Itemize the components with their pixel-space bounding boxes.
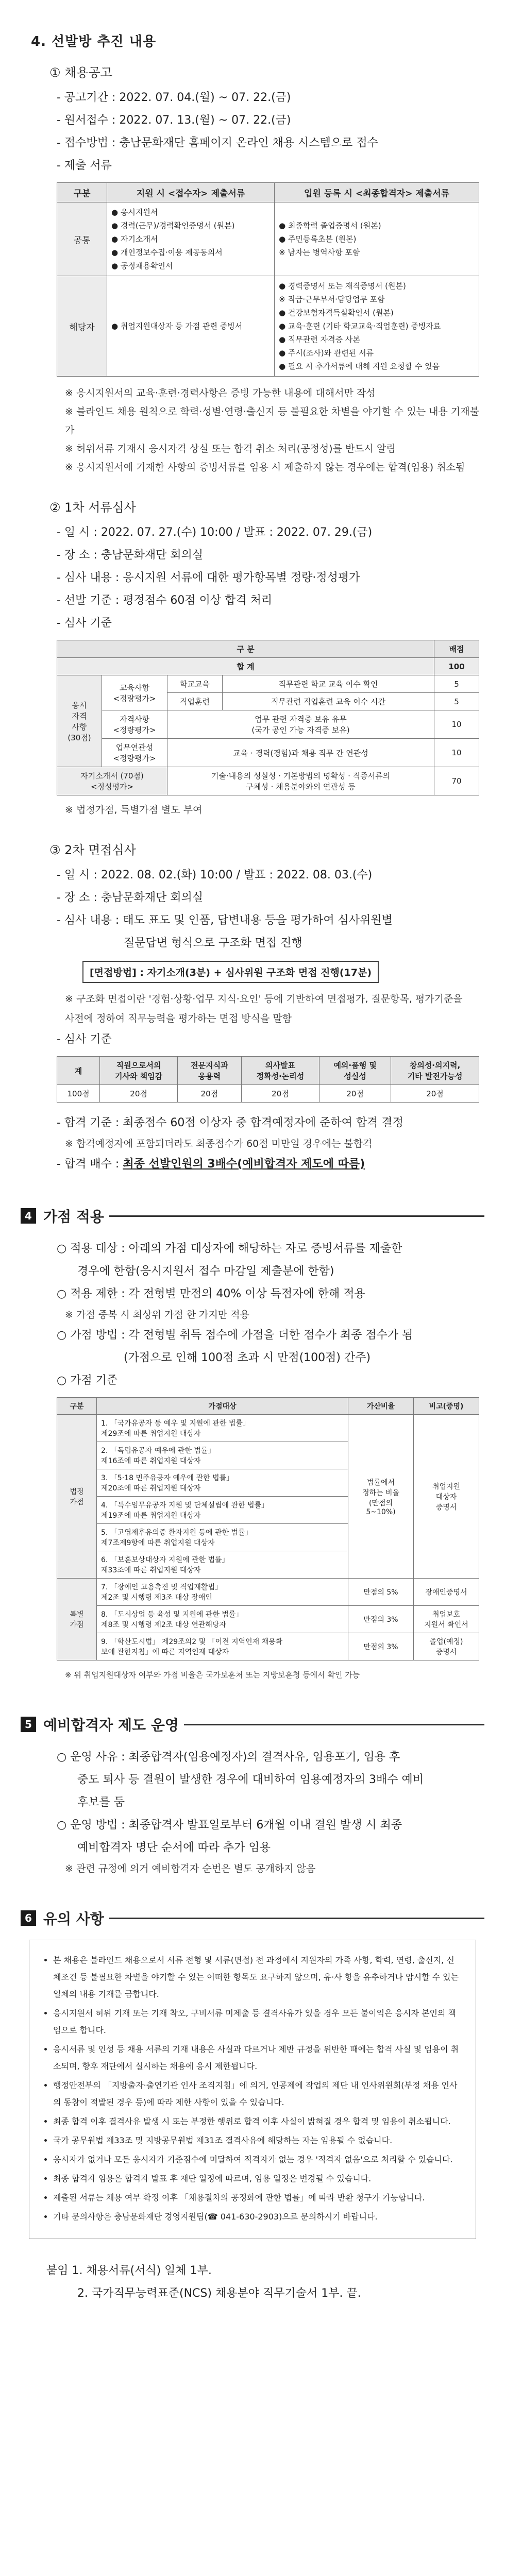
section-rule [109,1918,484,1919]
interview-method-2: 질문답변 형식으로 구조화 면접 진행 [124,937,302,950]
review-desc: 직무관련 학교 교육 이수 확인 [223,675,434,693]
announce-method: - 접수방법 : 충남문화재단 홈페이지 온라인 채용 시스템으로 접수 [57,137,378,149]
bonus-special-rate: 만점의 5% [348,1579,414,1606]
bonus-th: 가점대상 [97,1398,348,1415]
announce-period: - 공고기간 : 2022. 07. 04.(월) ~ 07. 22.(금) [57,91,291,104]
interview-date: - 일 시 : 2022. 08. 02.(화) 10:00 / 발표 : 2022. 08. 03.(수) [57,869,373,882]
review-pt: 70 [434,767,479,795]
review-table [57,640,479,795]
review-sub: 학교교육 [167,675,223,693]
review-pt: 5 [434,693,479,710]
interview-th: 직원으로서의 기사와 책임감 [100,1057,178,1085]
interview-place: - 장 소 : 충남문화재단 회의실 [57,891,204,904]
review-cat: 업무연관성 <정량평가> [102,739,167,767]
notice-box [29,1940,476,2239]
bonus-line: ○ 가점 기준 [57,1374,118,1387]
interview-td: 20점 [100,1085,178,1103]
announce-heading: ① 채용공고 [49,65,112,80]
review-total: 100 [434,658,479,675]
interview-th: 창의성·의지력, 기타 발전가능성 [391,1057,479,1085]
doc-review-criteria: - 심사 기준 [57,617,112,630]
notice-item: • 국가 공무원법 제33조 및 지방공무원법 제31조 결격사유에 해당하는 자는 임용될 수 없습니다. [53,2132,461,2149]
interview-th: 계 [57,1057,100,1085]
bonus-legal-rate: 법률에서 정하는 비율 (만점의 5~10%) [348,1415,414,1579]
interview-method: - 심사 내용 : 태도 표도 및 인품, 답변내용 등을 평가하여 심사위원별 [57,914,393,927]
notice-item: • 응시서류 및 인성 등 채용 서류의 기재 내용은 사실과 다르거나 제반 규정을 위반한 때에는 합격 사실 및 임용이 취소되며, 향후 재단에서 실시하는 채용에 응시 제한됩니다. [53,2041,461,2075]
bonus-line: (가점으로 인해 100점 초과 시 만점(100점) 간주) [124,1351,371,1364]
interview-th: 전문지식과 응용력 [178,1057,242,1085]
review-sub: 직업훈련 [167,693,223,710]
bonus-th: 비고(증명) [414,1398,479,1415]
bonus-line: ○ 적용 제한 : 각 전형별 만점의 40% 이상 득점자에 한해 적용 [57,1287,365,1300]
section-rule [109,1215,484,1217]
review-header: 구 분 [57,640,434,658]
review-pt: 10 [434,710,479,739]
doc-review-pass: - 선발 기준 : 평정점수 60점 이상 합격 처리 [57,594,273,607]
notice-item: • 제출된 서류는 채용 여부 확정 이후 「채용절차의 공정화에 관한 법률」에 따라 반환 청구가 가능합니다. [53,2189,461,2206]
bonus-th: 가산비율 [348,1398,414,1415]
reserve-line: 후보를 둠 [77,1796,125,1809]
section-number: 6 [21,1910,36,1926]
docs-table [57,182,479,377]
docs-note: ※ 허위서류 기재시 응시자격 상실 또는 합격 취소 처리(공정성)를 반드시 알림 [65,443,396,454]
bonus-line: ○ 가점 방법 : 각 전형별 취득 점수에 가점을 더한 점수가 최종 점수가 됨 [57,1329,413,1342]
reserve-line: 예비합격자 명단 순서에 따라 추가 임용 [77,1841,271,1854]
docs-note: ※ 응시지원서의 교육·훈련·경력사항은 증빙 가능한 내용에 대해서만 작성 [65,387,376,399]
reserve-line: ○ 운영 방법 : 최종합격자 발표일로부터 6개월 이내 결원 발생 시 최종 [57,1819,402,1832]
attachment-line: 2. 국가직무능력표준(NCS) 채용분야 직무기술서 1부. 끝. [77,2287,361,2300]
doc-review-place: - 장 소 : 충남문화재단 회의실 [57,549,204,562]
review-desc: 교육 · 경력(경험)과 채용 직무 간 연관성 [167,739,434,767]
section-title: 유의 사항 [43,1910,104,1927]
docs-note: ※ 블라인드 채용 원칙으로 학력·성별·연령·출신지 등 불필요한 차별을 야기할 수 있는 내용 기재불가 [65,406,479,436]
review-desc: 직무관련 직업훈련 교육 이수 시간 [223,693,434,710]
docs-cell: ● 최종학력 졸업증명서 (원본) ● 주민등록초본 (원본) ※ 남자는 병역사항 포함 [275,202,479,276]
doc-review-method: - 심사 내용 : 응시지원 서류에 대한 평가항목별 정량·정성평가 [57,571,360,584]
interview-td: 20점 [178,1085,242,1103]
review-group-label: 자기소개서 (70점) <정성평가> [57,767,167,795]
bonus-special-proof: 졸업(예정) 증명서 [414,1633,479,1660]
final-criteria: - 합격 기준 : 최종점수 60점 이상자 중 합격예정자에 준하여 합격 결정 [57,1116,403,1129]
announce-apply: - 원서접수 : 2022. 07. 13.(월) ~ 07. 22.(금) [57,114,291,127]
interview-boxed-method: [면접방법] : 자기소개(3분) + 심사위원 구조화 면접 진행(17분) [82,961,379,983]
review-cat: 자격사항 <정량평가> [102,710,167,739]
docs-cell: ● 경력증명서 또는 재직증명서 (원본) ※ 직급·근무부서·담당업무 포함 ● 건강보험자격득실확인서 (원본) ● 교육·훈련 (기타 학교교육·직업훈련) 증빙자료 ● 직무관련 자격증 사본 ● 주시(조사)와 관련된 서류 ● 필요 시 추가서류에 대해 지원 요청할 수 있음 [275,276,479,377]
final-multiple-bold: 최종 선발인원의 3배수(예비합격자 제도에 따름) [123,1158,365,1171]
section-rule [184,1724,484,1725]
doc-review-heading: ② 1차 서류심사 [49,500,136,515]
final-multiple: - 합격 배수 : [57,1158,120,1171]
docs-cell: ● 취업지원대상자 등 가점 관련 증빙서 [107,276,275,377]
bonus-legal-row: 2. 「독립유공자 예우에 관한 법률」 제16조에 따른 취업지원 대상자 [97,1442,348,1469]
bonus-th: 구분 [57,1398,97,1415]
section-4-title: 4. 선발방 추진 내용 [31,34,156,49]
bonus-legal-proof: 취업지원 대상자 증명서 [414,1415,479,1579]
review-desc: 업무 관련 자격증 보유 유무 (국가 공인 가능 자격증 보유) [167,710,434,739]
interview-desc: ※ 구조화 면접이란 '경험·상황·업무 지식·요인' 등에 기반하여 면접평가, 질문항목, 평가기준을 사전에 정하여 직무능력을 평가하는 면접 방식을 말함 [65,993,463,1024]
interview-criteria: - 심사 기준 [57,1033,112,1046]
notice-item: • 최종 합격자 임용은 합격자 발표 후 재단 일정에 따르며, 임용 일정은 변경될 수 있습니다. [53,2170,461,2187]
bonus-special-row: 8. 「도시상업 등 육성 및 지원에 관한 법률」 제8조 및 시행령 제2조 대상 연관해당자 [97,1606,348,1633]
doc-review-date: - 일 시 : 2022. 07. 27.(수) 10:00 / 발표 : 2022. 07. 29.(금) [57,526,373,539]
bonus-special-row: 7. 「장애인 고용촉진 및 직업재활법」 제2조 및 시행령 제3조 대상 장애인 [97,1579,348,1606]
section-number: 5 [21,1717,36,1732]
notice-item: • 기타 문의사항은 충남문화재단 경영지원팀(☎ 041-630-2903)으로 문의하시기 바랍니다. [53,2208,461,2225]
review-pt: 5 [434,675,479,693]
docs-row-label: 해당자 [57,276,107,377]
bonus-special-rate: 만점의 3% [348,1606,414,1633]
section-title: 예비합격자 제도 운영 [43,1717,179,1734]
bonus-special-label: 특별 가점 [57,1579,97,1660]
bonus-table [57,1397,479,1660]
notice-item: • 응시지원서 허위 기재 또는 기재 착오, 구비서류 미제출 등 결격사유가 있을 경우 모든 불이익은 응시자 본인의 책임으로 합니다. [53,2005,461,2039]
bonus-special-proof: 취업보호 지원서 확인서 [414,1606,479,1633]
bonus-legal-row: 5. 「고엽제후유의증 환자지원 등에 관한 법률」 제7조제9항에 따른 취업지원 대상자 [97,1524,348,1551]
docs-table-header: 입원 등록 시 <최종합격자> 제출서류 [275,183,479,202]
docs-row-label: 공통 [57,202,107,276]
interview-th: 예의·품행 및 성실성 [319,1057,391,1085]
interview-heading: ③ 2차 면접심사 [49,843,136,857]
interview-td: 20점 [391,1085,479,1103]
review-desc: 기술·내용의 성실성 · 기본방법의 명확성 · 직종서류의 구체성 · 채용분야와의 연관성 등 [167,767,434,795]
notice-item: • 본 채용은 블라인드 채용으로서 서류 전형 및 서류(면접) 전 과정에서 지원자의 가족 사항, 학력, 연령, 출신지, 신체조건 등 불필요한 차별을 야기할 수 있는 어떠한 항목도 요구하지 않으며, 유·사 항을 유추하거나 암시할 수 있는 일체의 내용 기재를 금합니다. [53,1952,461,2003]
notice-item: • 응시자가 없거나 모든 응시자가 기준점수에 미달하여 적격자가 없는 경우 '적격자 없음'으로 처리할 수 있습니다. [53,2151,461,2168]
notice-item: • 최종 합격 이후 결격사유 발생 시 또는 부정한 행위로 합격 이후 사실이 밝혀질 경우 합격 및 임용이 취소됩니다. [53,2113,461,2130]
attachment-line: 붙임 1. 채용서류(서식) 일체 1부. [46,2264,212,2277]
docs-cell: ● 응시지원서 ● 경력(근무)/경력확인증명서 (원본) ● 자기소개서 ● 개인정보수집·이용 제공동의서 ● 공정채용확인서 [107,202,275,276]
section-title: 가점 적용 [43,1208,104,1225]
reserve-line: ○ 운영 사유 : 최종합격자(임용예정자)의 결격사유, 임용포기, 임용 후 [57,1751,400,1764]
docs-label: - 제출 서류 [57,159,112,172]
section-bonus-header [21,1206,484,1226]
bonus-legal-row: 6. 「보훈보상대상자 지원에 관한 법률」 제33조에 따른 취업지원 대상자 [97,1551,348,1579]
review-header: 배점 [434,640,479,658]
bonus-special-proof: 장애인증명서 [414,1579,479,1606]
bonus-special-rate: 만점의 3% [348,1633,414,1660]
interview-td: 20점 [241,1085,319,1103]
review-group-label: 응시 자격 사항 (30점) [57,675,102,767]
review-cat: 교육사항 <정량평가> [102,675,167,710]
docs-note: ※ 응시지원서에 기재한 사항의 증빙서류를 임용 시 제출하지 않는 경우에는 합격(임용) 취소됨 [65,462,465,473]
section-reserve-header [21,1714,484,1735]
docs-table-header: 구분 [57,183,107,202]
bonus-legal-row: 1. 「국가유공자 등 예우 및 지원에 관한 법률」 제29조에 따른 취업지원 대상자 [97,1415,348,1442]
bonus-line: 경우에 한함(응시지원서 접수 마감일 제출분에 한함) [77,1265,334,1278]
bonus-special-row: 9. 「학산도시법」 제29조의2 및 「이전 지역인재 채용확 보에 관한지침」에 따른 지역인재 대상자 [97,1633,348,1660]
interview-th: 의사발표 정확성·논리성 [241,1057,319,1085]
bonus-line: ※ 가점 중복 시 최상위 가점 한 가지만 적용 [65,1309,249,1320]
bonus-legal-label: 법정 가점 [57,1415,97,1579]
reserve-line: ※ 관련 규정에 의거 예비합격자 순번은 별도 공개하지 않음 [65,1863,316,1874]
docs-table-header: 지원 시 <접수자> 제출서류 [107,183,275,202]
review-note: ※ 법정가점, 특별가점 별도 부여 [65,804,203,816]
final-note: ※ 합격예정자에 포함되더라도 최종점수가 60점 미만일 경우에는 불합격 [65,1138,373,1149]
bonus-line: ○ 적용 대상 : 아래의 가점 대상자에 해당하는 자로 증빙서류를 제출한 [57,1242,402,1255]
interview-td: 20점 [319,1085,391,1103]
interview-table [57,1056,479,1103]
section-notice-header [21,1908,484,1928]
reserve-line: 중도 퇴사 등 결원이 발생한 경우에 대비하여 임용예정자의 3배수 예비 [77,1773,424,1786]
bonus-legal-row: 3. 「5·18 민주유공자 예우에 관한 법률」 제20조에 따른 취업지원 대상자 [97,1469,348,1497]
notice-item: • 행정안전부의 「지방출자·출연기관 인사 조직지침」에 의거, 인공제에 작업의 제단 내 인사위원회(부정 채용 인사의 동참이 적발된 경우 등)에 따라 제한 사항이 있을 수 있습니다. [53,2077,461,2111]
review-pt: 10 [434,739,479,767]
section-number: 4 [21,1208,36,1224]
review-total-label: 합 계 [57,658,434,675]
bonus-legal-row: 4. 「특수임무유공자 지원 및 단체설립에 관한 법률」 제19조에 따른 취업지원 대상자 [97,1497,348,1524]
bonus-note: ※ 위 취업지원대상자 여부와 가점 비율은 국가보훈처 또는 지방보훈청 등에서 확인 가능 [65,1670,360,1680]
interview-td: 100점 [57,1085,100,1103]
